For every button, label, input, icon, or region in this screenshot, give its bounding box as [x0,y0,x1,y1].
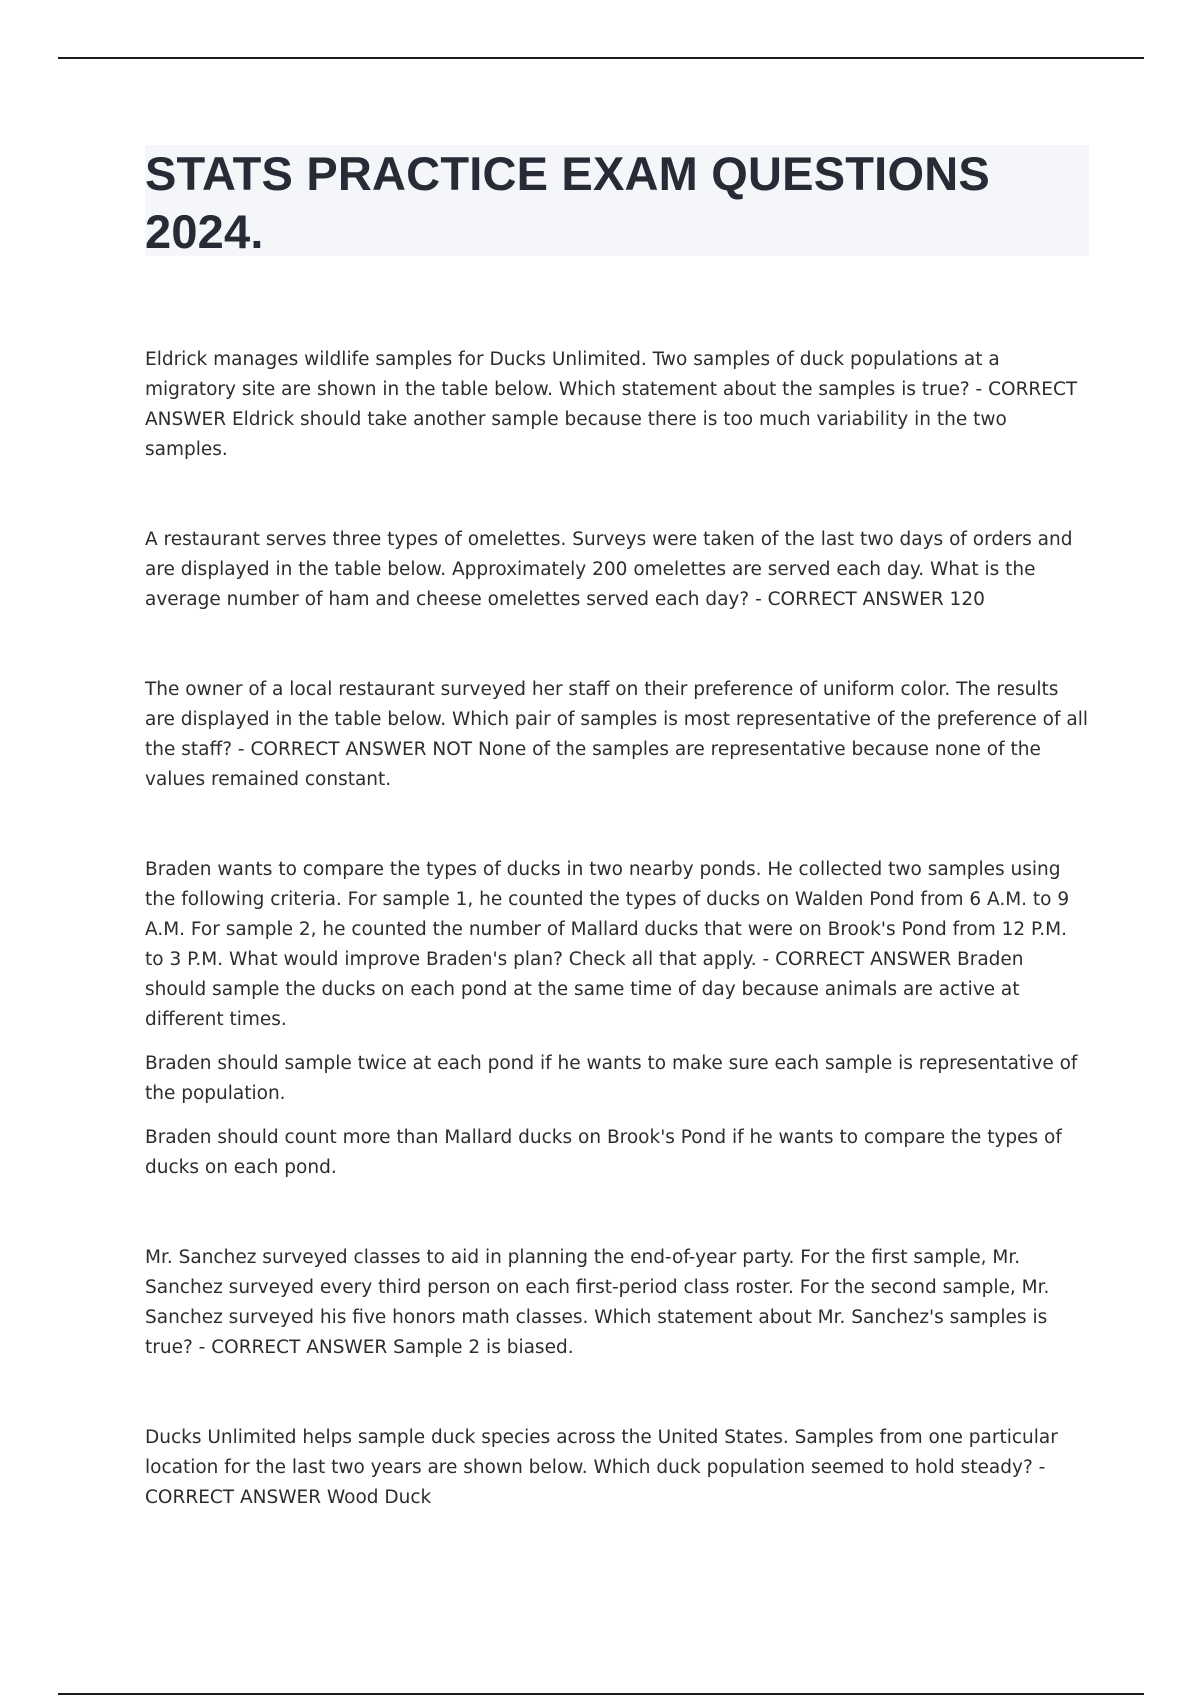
question-4 [145,855,1090,1183]
question-3 [145,675,1090,795]
page-title: STATS PRACTICE EXAM QUESTIONS 2024. [145,147,990,258]
question-2 [145,525,1090,615]
title-banner [145,145,1089,256]
question-1-text: Eldrick manages wildlife samples for Ducks Unlimited. Two samples of duck populations at a migratory site are shown in the table below. Which statement about the samples is true? - CORRECT ANSWER Eldrick should take another sample because there is too much variability in the two samples. [145,349,1078,460]
question-5-text: Mr. Sanchez surveyed classes to aid in planning the end-of-year party. For the first sample, Mr. Sanchez surveyed every third person on each first-period class roster. For the second sample, Mr. Sanchez surveyed his five honors math classes. Which statement about Mr. Sanchez's samples is true? - CORRECT ANSWER Sample 2 is biased. [145,1247,1050,1358]
question-5 [145,1243,1090,1363]
question-4-answer-part-2: Braden should sample twice at each pond if he wants to make sure each sample is representative of the population. [145,1053,1078,1104]
question-3-text: The owner of a local restaurant surveyed her staff on their preference of uniform color. The results are displayed in the table below. Which pair of samples is most representative of the preference of all the staff? - CORRECT ANSWER NOT None of the samples are representative because none of the values remained constant. [145,679,1088,790]
question-list [145,345,1090,1513]
question-2-text: A restaurant serves three types of omelettes. Surveys were taken of the last two days of orders and are displayed in the table below. Approximately 200 omelettes are served each day. What is the average number of ham and cheese omelettes served each day? - CORRECT ANSWER 120 [145,529,1073,610]
question-4-answer-part-3: Braden should count more than Mallard ducks on Brook's Pond if he wants to compare the types of ducks on each pond. [145,1127,1062,1178]
question-6 [145,1423,1090,1513]
bottom-rule [58,1693,1144,1695]
question-4-text: Braden wants to compare the types of ducks in two nearby ponds. He collected two samples using the following criteria. For sample 1, he counted the types of ducks on Walden Pond from 6 A.M. to 9 A.M. For sample 2, he counted the number of Mallard ducks that were on Brook's Pond from 12 P.M. to 3 P.M. What would improve Braden's plan? Check all that apply. - CORRECT ANSWER Braden should sample the ducks on each pond at the same time of day because animals are active at different times. [145,859,1070,1030]
question-6-text: Ducks Unlimited helps sample duck species across the United States. Samples from one particular location for the last two years are shown below. Which duck population seemed to hold steady? - CORRECT ANSWER Wood Duck [145,1427,1058,1508]
top-rule [58,57,1144,59]
question-1 [145,345,1090,465]
